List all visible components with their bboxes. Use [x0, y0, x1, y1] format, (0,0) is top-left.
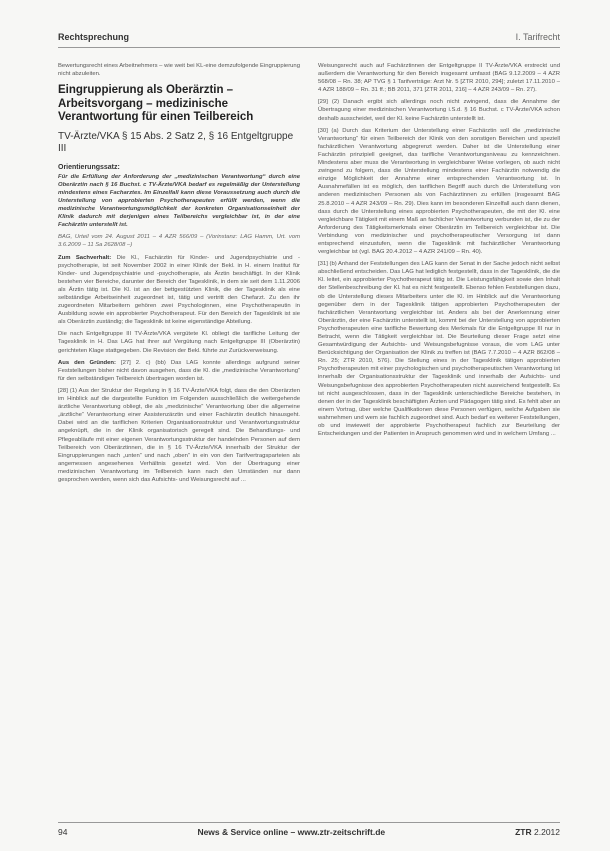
- running-header: [58, 30, 560, 44]
- left-column: [58, 62, 300, 814]
- reasons-paragraph: [58, 359, 300, 383]
- footer-website: News & Service online – www.ztr-zeitschrift.de: [197, 827, 386, 837]
- category-label: I. Tarifrecht: [515, 32, 560, 42]
- court-citation: BAG, Urteil vom 24. August 2011 – 4 AZR 566/09 – (Vorinstanz: LAG Hamm, Urt. vom 3.6.2009 – 11 Sa 2628/08 –): [58, 234, 300, 249]
- page-number: 94: [58, 827, 68, 837]
- facts-label: Zum Sachverhalt:: [58, 254, 112, 261]
- header-rule: [58, 47, 560, 48]
- journal-name: ZTR: [515, 827, 532, 837]
- orientation-text: Für die Erfüllung der Anforderung der „medizinischen Verantwortung“ durch eine Oberärztin nach § 16 Buchst. c TV-Ärzte/VKA bedarf es regelmäßig der Unterstellung mindestens eines Facharztes. Im Einzelfall kann diese Voraussetzung auch durch die Unterstellung von approbierten Psychotherapeuten erfüllt werden, wenn die medizinische Verantwortungsmöglichkeit der konkreten Organisationseinheit der Klinik dadurch mit derjenigen eines Teilbereichs vergleichbar ist, in der eine Fachärztin unterstellt ist.: [58, 173, 300, 229]
- section-label: Rechtsprechung: [58, 32, 130, 42]
- facts-paragraph-2: Die nach Entgeltgruppe III TV-Ärzte/VKA vergütete Kl. obliegt die tarifliche Leitung der Tagesklinik in H. Das LAG hat ihrer auf Vergütung nach Entgeltgruppe III (Oberärztin) gerichteten Klage stattgegeben. Die Revision der Bekl. führte zur Zurückverweisung.: [58, 331, 300, 354]
- running-footer: [58, 826, 560, 838]
- statute-reference: TV-Ärzte/VKA § 15 Abs. 2 Satz 2, § 16 Entgeltgruppe III: [58, 130, 294, 155]
- journal-issue: [515, 827, 560, 837]
- reasons-text: [27] 2. c) (bb) Das LAG konnte allerdings aufgrund seiner Feststellungen bisher nicht davon ausgehen, dass die Kl. die „medizinische Verantwortung“ für den selbständigen Teilbereich übertragen worden ist.: [58, 359, 300, 382]
- orientation-title: Orientierungssatz:: [58, 163, 120, 171]
- right-paragraph-3: [30] (a) Durch das Kriterium der Unterstellung einer Fachärztin soll die „medizinische Verantwortung“ für einen Teilbereich der Klinik von den sonstigen Bereichen und speziell fachärztlichen Verantwortung abgegrenzt werden. Daher ist die Unterstellung einer Fachärztin prinzipiell geeignet, das tarifliche Verantwortungsniveau zu kennzeichnen. Mindestens aber muss die Verantwortung in vergleichbarer Weise vorliegen, ob auch nicht zwingend zu folgern, dass die Unterstellung mindestens einer Fachärztin notwendig die einzige Möglichkeit der Annahme einer entsprechenden Verantwortung ist. In Ausnahmefällen ist es möglich, den tariflichen Begriff auch durch die Unterstellung von anderen medizinischen Personen als von Fachärztinnen zu erfüllen (insgesamt BAG 25.8.2010 – 4 AZR 243/09 – Rn. 29). Dies kann im besonderen Einzelfall auch dann dienen, dass durch die Unterstellung eines approbierten Psychotherapeuten, die mit der Kl. eine vergleichbare Tätigkeit mit einem Maß an fachlicher Verantwortung verbunden ist, die zu der Anforderung des Tätigkeitsmerkmals einer Oberärztin im Teilbereich vergleichbar ist. Die Verbindung von medizinischer und psychotherapeutischer Versorgung ist dann entsprechend einzustufen, wenn die Tagesklinik mit fachärztlicher Verantwortung vergleichbar ist (vgl. BAG 20.4.2012 – 4 AZR 241/09 – Rn. 40).: [318, 127, 560, 256]
- facts-paragraph: [58, 254, 300, 327]
- reasons-label: Aus den Gründen:: [58, 359, 116, 366]
- facts-text: Die Kl., Fachärztin für Kinder- und Jugendpsychiatrie und -psychotherapie, ist seit November 2002 in einer Klinik der Bekl. in H. einem Institut für Kinder- und Jugendpsychiatrie und -psychotherapie, als Ärztin beschäftigt. In der Klinik bestehen vier Bereiche, darunter der Bereich der Tagesklinik, in dem sie seit dem 1.11.2006 als Ärztin tätig ist. Die Kl. ist an der bettgestützten Klinik, die der Tagesklinik als eine selbständige Arbeitseinheit zugeordnet ist, tätig und vertritt den Chefarzt. Zu den ihr zugeordneten Mitarbeitern gehören zwei Psychologinnen, eine Psychotherapeutin in Ausbildung sowie ein approbierter Psychotherapeut. Für den Bereich der Tagesklinik ist sie als Oberärztin zuständig; die Tagesklinik ist keine eigenständige Abteilung.: [58, 254, 300, 326]
- article-columns: [58, 62, 560, 814]
- right-paragraph-2: [29] (2) Danach ergibt sich allerdings noch nicht zwingend, dass die Annahme der Übertragung einer medizinischen Verantwortung i.S.d. § 16 Buchst. c TV-Ärzte/VKA schon deshalb ausscheidet, weil der Kl. keine Fachärztin unterstellt ist.: [318, 99, 560, 122]
- footer-rule: [58, 822, 560, 823]
- issue-number: 2.2012: [534, 827, 560, 837]
- decision-heading: Eingruppierung als Oberärztin – Arbeitsvorgang – medizinische Verantwortung für einen Teilbereich: [58, 84, 254, 124]
- reasons-paragraph-2: [28] (1) Aus der Struktur der Regelung in § 16 TV-Ärzte/VKA folgt, dass die den Oberärzten im Hinblick auf die dargestellte Funktion im Folgenden ausschließlich die weitergehende ärztliche Verantwortung obliegt, die als „medizinische“ Verantwortung über die allgemeine „ärztliche“ Verantwortung einer Assistenzärztin und einer Fachärztin deutlich hinausgeht. Dabei wird an die tariflichen Kriterien Organisationsstruktur und Verantwortungsstruktur angeknüpft, die in der Klinik organisatorisch geregelt sind. Die Behandlungs- und Pflegeabläufe mit einer eigenen Verantwortungsstruktur der handelnden Personen auf dem Teilbereich von Oberärztinnen, die in § 16 TV-Ärzte/VKA innerhalb der Struktur der Eingruppierungen nach „unten“ und nach „oben“ in ein von den Tarifvertragsparteien als angemessen angesehenes Verhältnis gesetzt wird. Von der Übertragung einer medizinischen Verantwortung im Teilbereich kann nach den Umständen nur dann gesprochen werden, wenn sich das Aufsichts- und Weisungsrecht auf ...: [58, 387, 300, 483]
- right-paragraph-4: [31] (b) Anhand der Feststellungen des LAG kann der Senat in der Sache jedoch nicht selbst abschließend entscheiden. Das LAG hat lediglich festgestellt, dass in der Tagesklinik, die die Kl. leitet, ein approbierter Psychotherapeut tätig ist. Die Leistungsfähigkeit sowie den Inhalt der Stellenbeschreibung der Kl. hat es nicht festgestellt. Ebenso fehlen Feststellungen dazu, ob die Unterstellung dieses Mitarbeiters unter die Kl. im Hinblick auf die Verantwortung gegenüber dem in der Tagesklinik tätigen approbierten Psychotherapeuten der fachärztlichen Verantwortung vergleichbar ist. Anders als bei der Anerkennung einer Oberärztin, der eine Fachärztin unterstellt ist, kommt bei der Unterstellung von approbierten Psychotherapeuten eine tarifliche Bewertung des Merkmals für die Entgeltgruppe III nur in Betracht, wenn die Tätigkeit vergleichbar ist. Die Beurteilung dieser Frage setzt eine Gesamtwürdigung der Aufsichts- und Weisungsbefugnisse voraus, die vom LAG unter Berücksichtigung der Organisation der Klinik zu treffen ist (BAG 7.7.2010 – 4 AZR 862/08 – Rn. 25; ZTR 2010, 576). Die Stellung eines in der Tagesklinik tätigen approbierten Psychotherapeuten mit einer psychologischen und psychotherapeutischen Verantwortung ist innerhalb der Organisationsstruktur der Tagesklinik und innerhalb der Aufsichts- und Weisungsbefugnisse des approbierten Psychotherapeuten nicht ausreichend festgestellt. Es ist nicht ausgeschlossen, dass in der Tagesklinik unterschiedliche Bereiche bestehen, in denen der in der Tagesklinik beschäftigten Ärzten und Pädagogen tätig sind. Es fehlt aber an einem Vortrag, über welche Qualifikationen diese Personen verfügen, welche Aufgaben sie wahrnehmen und wem sie fachlich zugeordnet sind. Auch bedarf es weiterer Feststellungen, ob und inwieweit der approbierte Psychotherapeut fachlich zur Beurteilung der Entscheidungen und der Patienten in Anspruch genommen wird und in welchem Umfang ...: [318, 261, 560, 438]
- right-column: [318, 62, 560, 814]
- intro-paragraph: Bewertungsrecht eines Arbeitnehmers – wie weit bei KL-eine demzufolgende Eingruppierung nicht abzuleiten.: [58, 63, 300, 78]
- right-paragraph-1: Weisungsrecht auch auf Fachärztinnen der Entgeltgruppe II TV-Ärzte/VKA erstreckt und außerdem die Verantwortung für den Bereich insgesamt umfasst (BAG 9.12.2009 – 4 AZR 568/08 – Rn. 38; AP TVG § 1 Tarifverträge: Arzt Nr. 5 [ZTR 2010, 294]; zuletzt 17.11.2010 – 4 AZR 188/09 – Rn. 31 ff.; BB 2011, 371 [ZTR 2011, 216] – 4 AZR 243/09 – Rn. 27).: [318, 63, 560, 94]
